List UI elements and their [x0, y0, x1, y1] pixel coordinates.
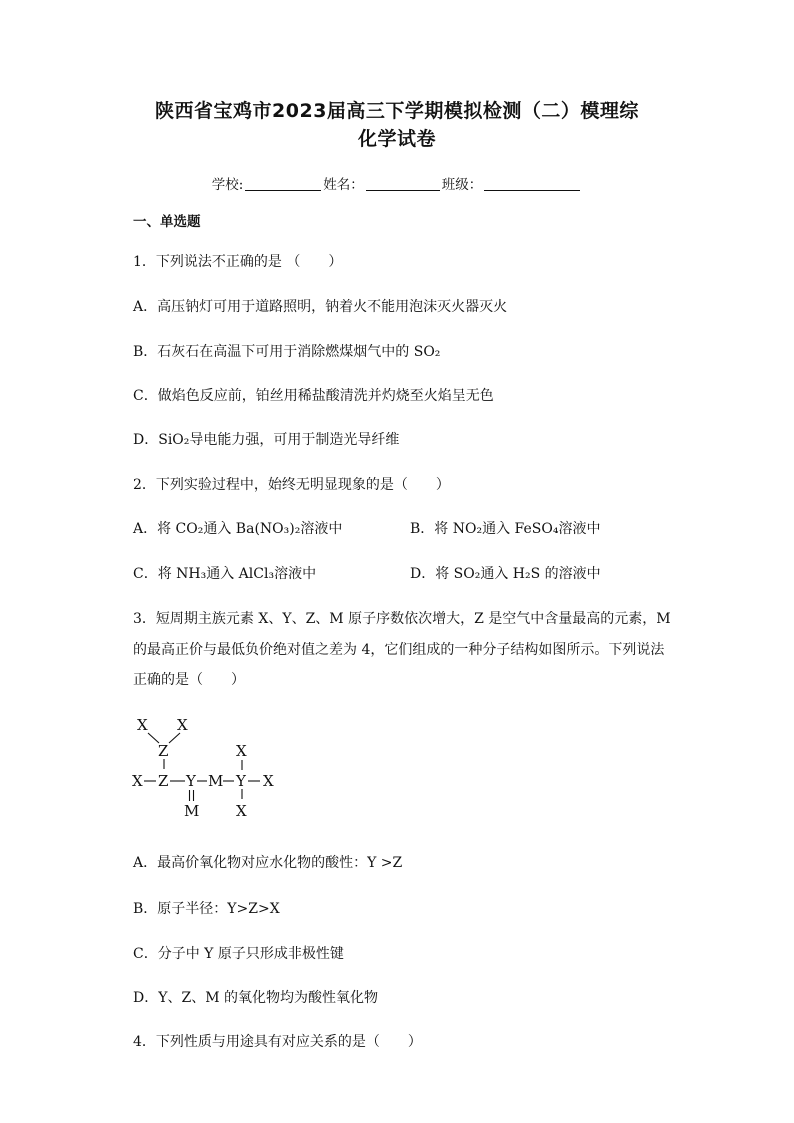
q2-option-b: B．将 NO₂通入 FeSO₄溶液中 [410, 521, 601, 537]
atom-x: X [132, 772, 143, 790]
q3-option-b: B．原子半径：Y>Z>X [133, 901, 280, 917]
school-label: 学校: [211, 177, 244, 193]
atom-y: Y [236, 772, 246, 790]
q2-option-a: A．将 CO₂通入 Ba(NO₃)₂溶液中 [133, 521, 343, 537]
atom-x: X [236, 802, 247, 820]
atom-x: X [236, 742, 247, 760]
atom-m: M [208, 772, 224, 790]
class-label: 班级： [441, 177, 483, 193]
name-label: 姓名： [323, 177, 364, 193]
class-blank[interactable] [484, 176, 580, 191]
q1-option-c: C．做焰色反应前，铂丝用稀盐酸清洗并灼烧至火焰呈无色 [133, 388, 494, 404]
atom-x: X [177, 716, 188, 734]
q3-stem-line1: 3．短周期主族元素 X、Y、Z、M 原子序数依次增大，Z 是空气中含量最高的元素，M [133, 611, 671, 627]
atom-y: Y [186, 772, 196, 790]
exam-title-line1: 陕西省宝鸡市2023届高三下学期模拟检测（二）模理综 [155, 100, 639, 122]
atom-x: X [263, 772, 274, 790]
q2-stem: 2．下列实验过程中，始终无明显现象的是（ ） [133, 477, 450, 493]
q3-option-d: D．Y、Z、M 的氧化物均为酸性氧化物 [133, 990, 378, 1006]
q3-option-a: A．最高价氧化物对应水化物的酸性：Y >Z [133, 855, 403, 871]
q1-option-a: A．高压钠灯可用于道路照明，钠着火不能用泡沫灭火器灭火 [133, 299, 508, 315]
q1-option-d: D．SiO₂导电能力强，可用于制造光导纤维 [133, 432, 400, 448]
molecule-structure-diagram [130, 710, 300, 825]
bond-line [169, 733, 180, 743]
school-blank[interactable] [245, 176, 321, 191]
exam-title-line2: 化学试卷 [357, 128, 436, 150]
q3-stem-line3: 正确的是（ ） [133, 672, 245, 688]
q4-stem: 4．下列性质与用途具有对应关系的是（ ） [133, 1034, 422, 1050]
q1-option-b: B．石灰石在高温下可用于消除燃煤烟气中的 SO₂ [133, 344, 441, 360]
name-blank[interactable] [366, 176, 440, 191]
q2-option-d: D．将 SO₂通入 H₂S 的溶液中 [410, 566, 601, 582]
atom-x: X [137, 716, 148, 734]
atom-m: M [184, 802, 200, 820]
q2-option-c: C．将 NH₃通入 AlCl₃溶液中 [133, 566, 317, 582]
student-info-line [0, 173, 794, 193]
q3-option-c: C．分子中 Y 原子只形成非极性键 [133, 946, 344, 962]
q1-stem: 1．下列说法不正确的是 （ ） [133, 254, 343, 270]
section-heading: 一、单选题 [133, 214, 201, 230]
atom-z: Z [158, 772, 169, 790]
q3-stem-line2: 的最高正价与最低负价绝对值之差为 4，它们组成的一种分子结构如图所示。下列说法 [133, 642, 665, 658]
atom-z: Z [158, 742, 169, 760]
